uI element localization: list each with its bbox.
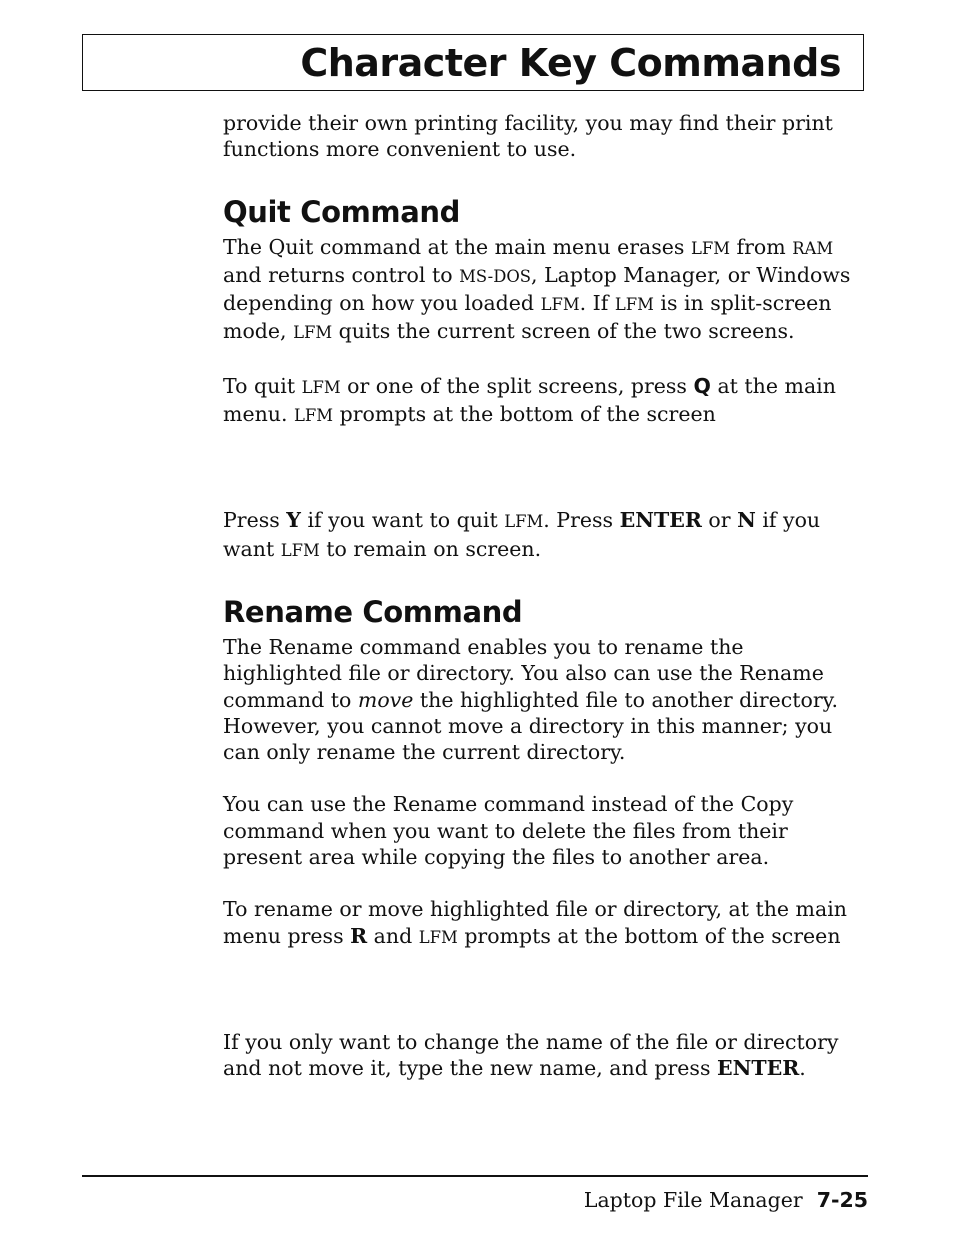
- page-number: 7-25: [816, 1188, 868, 1212]
- text: .: [799, 1056, 806, 1081]
- lfm-abbr: LFM: [418, 927, 458, 947]
- section-heading-quit: Quit Command: [223, 194, 461, 229]
- text: is in split-screen mode,: [223, 291, 832, 344]
- footer-book-title: Laptop File Manager: [583, 1188, 803, 1212]
- text: if you want to quit: [300, 508, 505, 533]
- text: prompts at the bottom of the screen: [457, 923, 841, 948]
- key-r: R: [350, 923, 368, 948]
- lfm-abbr: LFM: [293, 323, 333, 343]
- page-title: Character Key Commands: [300, 41, 841, 85]
- text: or: [701, 508, 738, 533]
- lfm-abbr: LFM: [294, 406, 334, 426]
- quit-paragraph-1: [223, 234, 868, 347]
- spacer: [223, 429, 868, 507]
- lfm-abbr: LFM: [690, 238, 730, 258]
- text: To rename or move highlighted file or directory, at the main menu press: [223, 897, 847, 948]
- quit-paragraph-3: [223, 507, 868, 564]
- rename-paragraph-2: You can use the Rename command instead of the Copy command when you want to delete the files from their present area while copying the files to another area.: [223, 792, 794, 870]
- text: The Rename command enables you to rename the highlighted file or directory. You also can use the Rename command to: [223, 634, 824, 712]
- lfm-abbr: LFM: [614, 295, 654, 315]
- text: the highlighted file to another directory. However, you cannot move a directory in this manner; you can only rename the current directory.: [223, 687, 838, 765]
- text: prompts at the bottom of the screen: [333, 402, 716, 427]
- text: Press: [223, 508, 287, 533]
- quit-paragraph-2: [223, 373, 868, 430]
- text: . If: [579, 291, 615, 316]
- key-enter: ENTER: [716, 1056, 800, 1081]
- text: and returns control to: [223, 262, 460, 287]
- key-n: N: [737, 508, 756, 533]
- footer: [584, 1188, 868, 1212]
- lfm-abbr: LFM: [301, 377, 341, 397]
- lfm-abbr: LFM: [280, 540, 320, 560]
- footer-rule: [82, 1175, 868, 1177]
- text: and: [367, 923, 419, 948]
- msdos-abbr: MS-DOS: [459, 266, 532, 286]
- text: if you want: [223, 508, 821, 561]
- lfm-abbr: LFM: [540, 295, 580, 315]
- text: from: [730, 234, 793, 259]
- text: , Laptop Manager, or Windows depending on how you loaded: [223, 262, 851, 316]
- rename-paragraph-3: [223, 896, 868, 951]
- text: The Quit command at the main menu erases: [223, 234, 691, 259]
- spacer: [223, 765, 868, 791]
- text: To quit: [223, 373, 302, 398]
- intro-paragraph: provide their own printing facility, you may find their print functions more convenient to use.: [223, 111, 833, 162]
- spacer: [223, 347, 868, 373]
- text: If you only want to change the name of the file or directory and not move it, type the new name, and press: [223, 1029, 839, 1081]
- section-heading-rename: Rename Command: [223, 594, 523, 629]
- key-y: Y: [286, 508, 301, 533]
- key-q: Q: [693, 373, 711, 398]
- page-content: [223, 110, 868, 1082]
- spacer: [223, 951, 868, 1029]
- lfm-abbr: LFM: [504, 512, 544, 532]
- text: to remain on screen.: [319, 536, 542, 561]
- rename-paragraph-4: [223, 1029, 868, 1082]
- key-enter: ENTER: [619, 508, 702, 533]
- emphasis-move: move: [357, 687, 414, 712]
- text: quits the current screen of the two screens.: [332, 319, 795, 344]
- rename-paragraph-1: [223, 634, 868, 765]
- ram-abbr: RAM: [792, 238, 834, 258]
- spacer: [223, 870, 868, 896]
- header-box: [82, 34, 864, 91]
- text: . Press: [543, 508, 620, 533]
- text: or one of the split screens, press: [340, 373, 694, 398]
- text: at the main menu.: [223, 373, 836, 427]
